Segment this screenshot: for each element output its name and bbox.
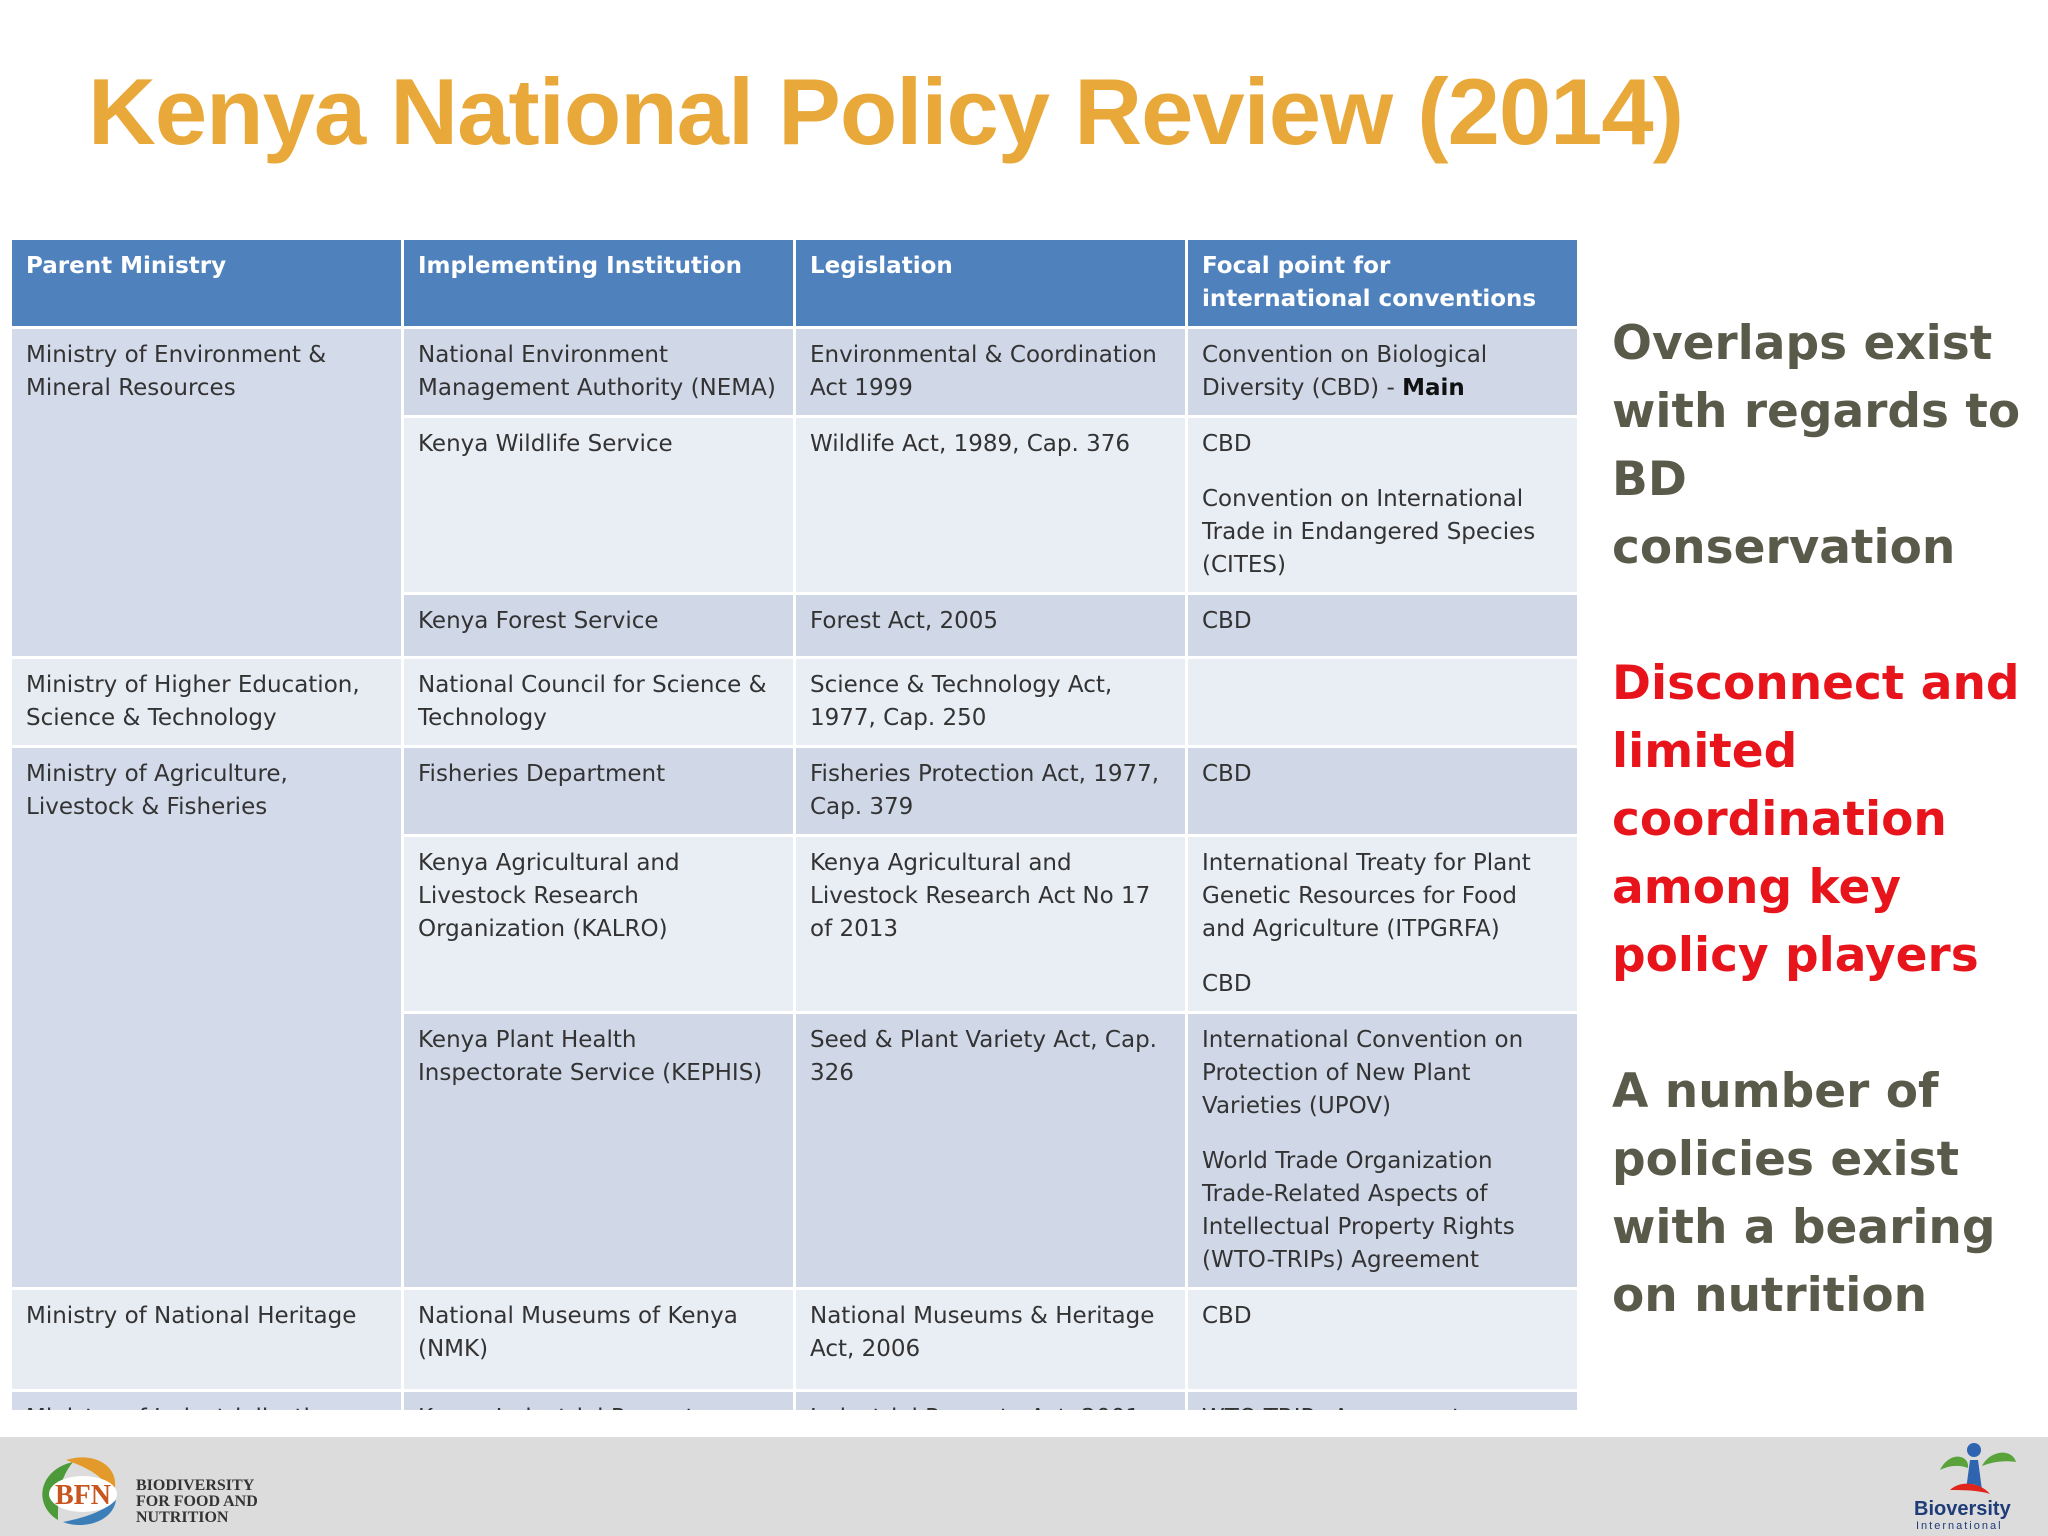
focal-text-secondary: World Trade Organization Trade-Related Aspects of Intellectual Property Rights (WTO-TRIPs) Agreement xyxy=(1202,1148,1515,1273)
bfn-wordmark: BIODIVERSITY FOR FOOD AND NUTRITION xyxy=(136,1477,258,1526)
focal-cell: CBD xyxy=(1187,594,1579,658)
table-row xyxy=(11,658,1579,747)
focal-text: International Treaty for Plant Genetic Resources for Food and Agriculture (ITPGRFA) xyxy=(1202,850,1531,942)
header-legislation: Legislation xyxy=(795,239,1187,328)
bioversity-name: Bioversity xyxy=(1914,1498,2011,1520)
header-focal-point: Focal point for international conventions xyxy=(1187,239,1579,328)
header-parent-ministry: Parent Ministry xyxy=(11,239,403,328)
ministry-cell: Ministry of Agriculture, Livestock & Fisheries xyxy=(11,747,403,1289)
focal-text: International Convention on Protection of New Plant Varieties (UPOV) xyxy=(1202,1027,1524,1119)
focal-text: CBD xyxy=(1202,431,1252,457)
focal-cell: CBD xyxy=(1187,747,1579,836)
institution-cell: Kenya Agricultural and Livestock Research Organization (KALRO) xyxy=(403,836,795,1013)
legislation-cell: Environmental & Coordination Act 1999 xyxy=(795,328,1187,417)
header-implementing-institution: Implementing Institution xyxy=(403,239,795,328)
finding-overlaps: Overlaps exist with regards to BD conservation xyxy=(1612,316,2021,575)
institution-cell: National Environment Management Authority (NEMA) xyxy=(403,328,795,417)
table-row xyxy=(11,328,1579,417)
focal-cell: CBD xyxy=(1187,1289,1579,1391)
footer-notch xyxy=(0,1410,1614,1437)
legislation-cell: Kenya Agricultural and Livestock Research Act No 17 of 2013 xyxy=(795,836,1187,1013)
finding-disconnect: Disconnect and limited coordination among key policy players xyxy=(1612,656,2020,983)
finding-nutrition-policies: A number of policies exist with a bearing on nutrition xyxy=(1612,1064,1996,1323)
institution-cell: Kenya Plant Health Inspectorate Service (KEPHIS) xyxy=(403,1013,795,1289)
focal-cell xyxy=(1187,417,1579,594)
bfn-leaf-icon xyxy=(28,1450,138,1530)
focal-cell xyxy=(1187,658,1579,747)
institution-cell: Fisheries Department xyxy=(403,747,795,836)
legislation-cell: Seed & Plant Variety Act, Cap. 326 xyxy=(795,1013,1187,1289)
bioversity-figure-icon xyxy=(1930,1440,2020,1500)
institution-cell: Kenya Forest Service xyxy=(403,594,795,658)
bioversity-subtitle: International xyxy=(1916,1520,2003,1532)
focal-main-label: Main xyxy=(1402,375,1465,401)
table-header-row xyxy=(11,239,1579,328)
legislation-cell: Wildlife Act, 1989, Cap. 376 xyxy=(795,417,1187,594)
legislation-cell: Fisheries Protection Act, 1977, Cap. 379 xyxy=(795,747,1187,836)
legislation-cell: Science & Technology Act, 1977, Cap. 250 xyxy=(795,658,1187,747)
institution-cell: National Museums of Kenya (NMK) xyxy=(403,1289,795,1391)
table-row xyxy=(11,747,1579,836)
bioversity-logo xyxy=(1900,1440,2048,1536)
legislation-cell: National Museums & Heritage Act, 2006 xyxy=(795,1289,1187,1391)
legislation-cell: Forest Act, 2005 xyxy=(795,594,1187,658)
slide-title: Kenya National Policy Review (2014) xyxy=(88,59,1683,164)
focal-cell xyxy=(1187,1013,1579,1289)
focal-text-secondary: Convention on International Trade in Endangered Species (CITES) xyxy=(1202,486,1536,578)
ministry-cell: Ministry of Environment & Mineral Resources xyxy=(11,328,403,658)
policy-table xyxy=(9,237,1580,1491)
institution-cell: Kenya Wildlife Service xyxy=(403,417,795,594)
focal-text: Convention on Biological Diversity (CBD) - xyxy=(1202,342,1488,401)
key-findings xyxy=(1612,310,2032,1398)
institution-cell: National Council for Science & Technology xyxy=(403,658,795,747)
focal-cell xyxy=(1187,328,1579,417)
ministry-cell: Ministry of National Heritage xyxy=(11,1289,403,1391)
ministry-cell: Ministry of Higher Education, Science & Technology xyxy=(11,658,403,747)
bfn-logo xyxy=(28,1450,308,1530)
svg-text:BFN: BFN xyxy=(55,1480,111,1511)
focal-cell xyxy=(1187,836,1579,1013)
focal-text-secondary: CBD xyxy=(1202,971,1252,997)
table-row xyxy=(11,1289,1579,1391)
